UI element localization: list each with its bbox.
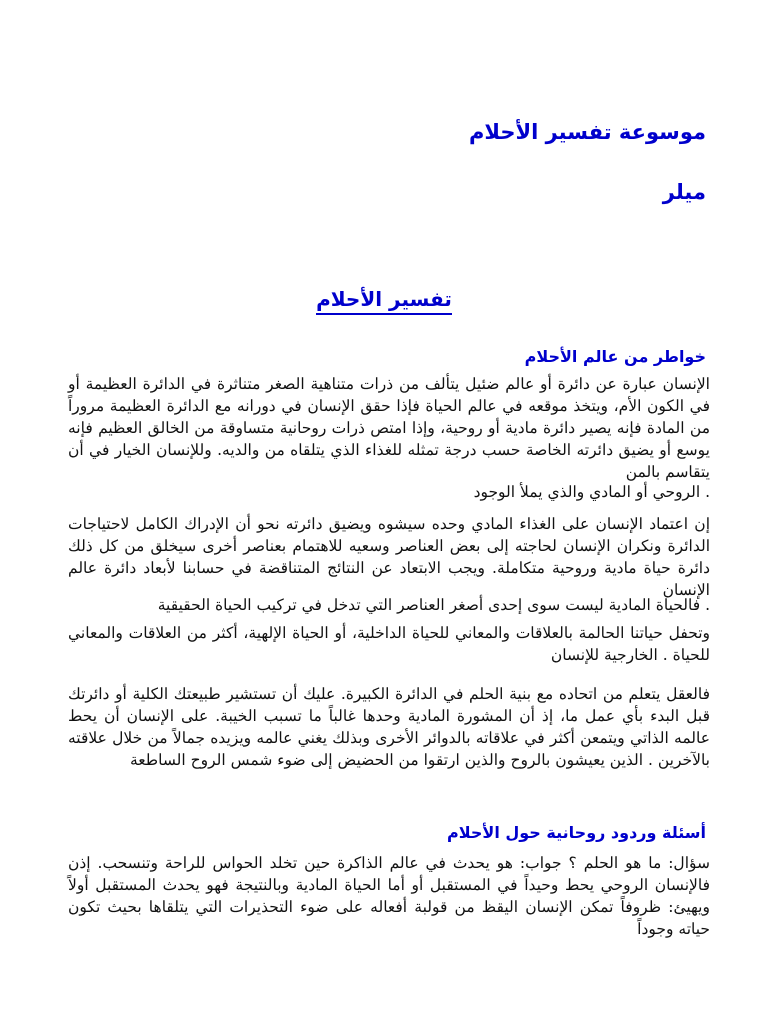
- paragraph: . فالحياة المادية ليست سوى إحدى أصغر العناصر التي تدخل في تركيب الحياة الحقيقية: [157, 596, 710, 614]
- main-heading-text: تفسير الأحلام: [316, 287, 452, 315]
- document-author: ميلر: [662, 180, 706, 204]
- paragraph: سؤال: ما هو الحلم ؟ جواب: هو يحدث في عالم الذاكرة حين تخلد الحواس للراحة وتنسحب. إذن فالإنسان الروحي يحط وحيداً في المستقبل أو أما الحياة المادية وبالنتيجة فهو يحدث المستقبل أولاً ويهيئ: ظروفاً تمكن الإنسان اليقظ من قولبة أفعاله على ضوء التحذيرات التي يتلقاها بحيث تكون حياته وجوداً: [68, 854, 710, 938]
- section-heading-spiritual-qa: أسئلة وردود روحانية حول الأحلام: [447, 823, 706, 842]
- document-title: موسوعة تفسير الأحلام: [469, 120, 706, 144]
- paragraph: وتحفل حياتنا الحالمة بالعلاقات والمعاني للحياة الداخلية، أو الحياة الإلهية، أكثر من العلاقات والمعاني للحياة . الخارجية للإنسان: [68, 624, 710, 664]
- paragraph: إن اعتماد الإنسان على الغذاء المادي وحده سيشوه ويضيق دائرته نحو أن الإدراك الكامل لاحتياجات الدائرة ونكران الإنسان لحاجته إلى بعض العناصر وسعيه للاهتمام بعناصر أخرى سيخلق من كل ذلك دائرة حياة مادية وروحية متكاملة. ويجب الابتعاد عن النتائج المتناقضة في حسابنا لأبعاد دائرة عالم الإنسان: [68, 515, 710, 599]
- paragraph: الإنسان عبارة عن دائرة أو عالم ضئيل يتألف من ذرات متناهية الصغر متناثرة في الدائرة العظيمة أو في الكون الأم، ويتخذ موقعه في عالم الحياة فإذا حقق الإنسان في دورانه مع الدائرة العظيمة مروراً من المادة فإنه يصير دائرة مادية أو روحية، وإذا امتص ذرات روحانية متساوقة من الخالق العظيم فإنه يوسع أو يضيق دائرته الخاصة حسب درجة تمثله للغذاء الذي يتلقاه من والديه. وللإنسان الخيار في أن يتقاسم بالمن: [68, 375, 710, 481]
- paragraph: . الروحي أو المادي والذي يملأ الوجود: [473, 483, 710, 501]
- section-heading-dreams-thoughts: خواطر من عالم الأحلام: [524, 347, 706, 366]
- main-heading: [0, 287, 768, 311]
- paragraph: فالعقل يتعلم من اتحاده مع بنية الحلم في الدائرة الكبيرة. عليك أن تستشير طبيعتك الكلية أو دائرتك قبل البدء بأي عمل ما، إذ أن المشورة المادية وحدها غالباً ما تسبب الخيبة. على الإنسان أن يحط عالمه الذاتي ويتمعن أكثر في علاقاته بالدوائر الأخرى وبذلك يغني عالمه ويزيده جمالاً من خلال علاقته بالآخرين . الذين يعيشون بالروح والذين ارتقوا من الحضيض إلى ضوء شمس الروح الساطعة: [68, 685, 710, 769]
